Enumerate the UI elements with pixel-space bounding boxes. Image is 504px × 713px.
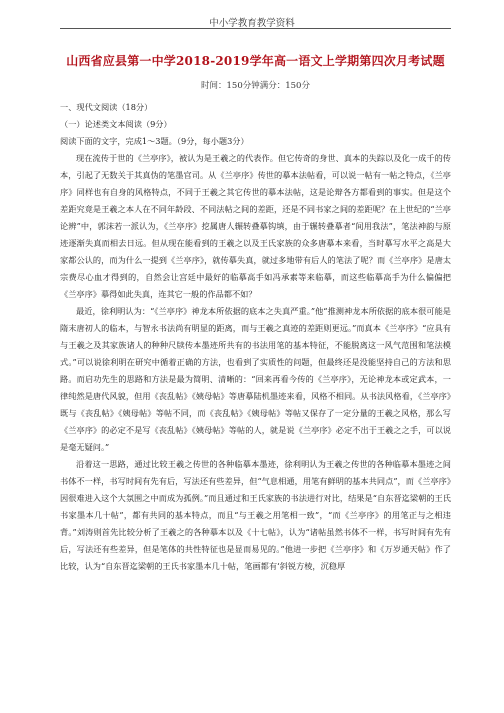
- subsection-heading: （一）论述类文本阅读（9分）: [60, 119, 172, 129]
- document-body: [60, 99, 451, 575]
- document-title: 山西省应县第一中学2018-2019学年高一语文上学期第四次月考试题: [66, 54, 445, 68]
- running-header: 中小学教育教学资料: [209, 18, 295, 29]
- paragraph-3: 沿着这一思路，通过比较王羲之传世的各种临摹本墨迹，徐利明认为王羲之传世的各种临摹本墨迹之间书体不一样，书写时间有先有后，写法还有些差异，但“气息相通，用笔有鲜明的基本共同点”，而《兰亭序》因很难进入这个大氛围之中而成为孤例。”而且通过和王氏家族的书法进行对比，结果是“自东晋迄梁朝的王氏书家墨本几十帖”，都有共同的基本特点，而且“与王羲之用笔相一致”，“而《兰亭序》的用笔正与之相违背。”刘涛则首先比较分析了王羲之的各种摹本以及《十七帖》，认为“诸帖虽然书体不一样，书写时间有先有后，写法还有些差异，但是笔体的共性特征也是显而易见的。”他进一步把《兰亭序》和《万岁通天帖》作了比较，认为“自东晋迄梁朝的王氏书家墨本几十帖，笔画都有‘斜锐方棱，沉稳厚: [60, 459, 451, 571]
- paragraph-2: 最近，徐利明认为：“《兰亭序》神龙本所依据的底本之失真严重。”他“推测神龙本所依据的底本很可能是隋末唐初人的临本，与智永书法尚有明显的距离，而与王羲之真迹的差距则更远。”而真本《兰亭序》“应具有与王羲之及其家族诸人的种种尺牍传本墨迹所共有的书法用笔的基本特征，不能脱离这一风气范围和笔法模式。”可以说徐利明在研究中循着正确的方法，也看到了实质性的问题，但最终还是没能坚持自己的方法和思路。而启功先生的思路和方法是最为简明、清晰的：“回来再看今传的《兰亭序》，无论神龙本或定武本，一律纯然是唐代风貌，但用《丧乱帖》《姨母帖》等唐摹陆机墨迹来看，风格不相同。从书法风格看，《兰亭序》既与《丧乱帖》《姨母帖》等帖不同，而《丧乱帖》《姨母帖》等帖又保存了一定分量的王羲之风格，那么写《兰亭序》的必定不是写《丧乱帖》《姨母帖》等帖的人，就是说《兰亭序》必定不出于王羲之之手，可以说是毫无疑问。”: [60, 306, 451, 452]
- header-rule: [60, 28, 451, 29]
- exam-meta: 时间：150分钟满分：150分: [201, 81, 310, 91]
- reading-instruction: 阅读下面的文字，完成1～3题。（9分，每小题3分）: [60, 136, 249, 146]
- paragraph-1: 现在流传于世的《兰亭序》，被认为是王羲之的代表作。但它传奇的身世、真本的失踪以及化一成千的传本，引起了无数关于其真伪的笔墨官司。从《兰亭序》传世的摹本法帖看，可以说一帖有一帖之特点，《兰亭序》同样也有自身的风格特点，不同于王羲之其它传世的摹本法帖，这是论辩各方都看到的事实。但是这个差距究竟是王羲之本人在不同年龄段、不同法帖之间的差距，还是不同书家之间的差距呢？在上世纪的“兰亭论辨”中，郭沫若一派认为，《兰亭序》挖属唐人辗转叠摹钩填，由于辗转叠摹者“间用我法”，笔法神韵与原迹逐渐失真而相去日远。但从现在能看到的王羲之以及王氏家族的众多唐摹本来看，当时摹写水平之高是大家都公认的，而为什么一提到《兰亭序》，就传摹失真，就过多地带有后人的笔法了呢？而《兰亭序》是唐太宗费尽心血才得到的，自然会让宫廷中最好的临摹高手如冯承素等来临摹，而这些临摹高手为什么偏偏把《兰亭序》摹得如此失真，连其它一般的作品都不如？: [60, 153, 451, 299]
- section-heading: 一、现代文阅读（18分）: [60, 102, 153, 112]
